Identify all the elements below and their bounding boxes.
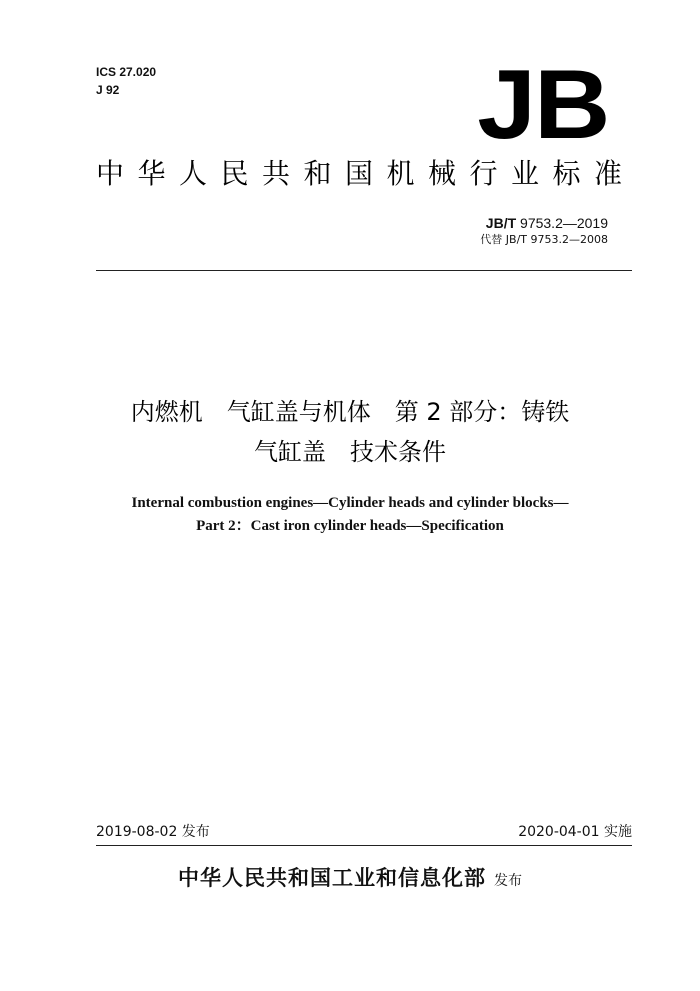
english-title-line-1: Internal combustion engines—Cylinder heads and cylinder blocks— [131,495,569,511]
standard-number-value: 9753.2—2019 [516,215,608,231]
ics-code: ICS 27.020 [96,65,157,79]
implementation-date: 2020-04-01 实施 [518,824,632,840]
top-divider [96,270,632,271]
publisher-org: 中华人民共和国工业和信息化部 [178,866,486,890]
standard-category-title: 中华人民共和国机械行业标准 [96,157,636,190]
replaces-standard: 代替 JB/T 9753.2—2008 [480,233,608,246]
publisher [40,862,660,897]
english-title-line-2: Part 2：Cast iron cylinder heads—Specification [196,518,504,534]
classification-code: J 92 [96,83,120,97]
standard-code: JB/T [485,215,517,231]
chinese-title [60,392,640,472]
english-title [40,492,660,538]
issue-date: 2019-08-02 发布 [96,824,210,840]
publisher-action: 发布 [494,873,522,889]
bottom-divider [96,845,632,846]
chinese-title-line-2: 气缸盖 技术条件 [254,438,446,466]
standard-number [486,214,608,232]
jb-logo: JB [477,49,608,159]
chinese-title-line-1: 内燃机 气缸盖与机体 第 2 部分：铸铁 [130,398,570,426]
